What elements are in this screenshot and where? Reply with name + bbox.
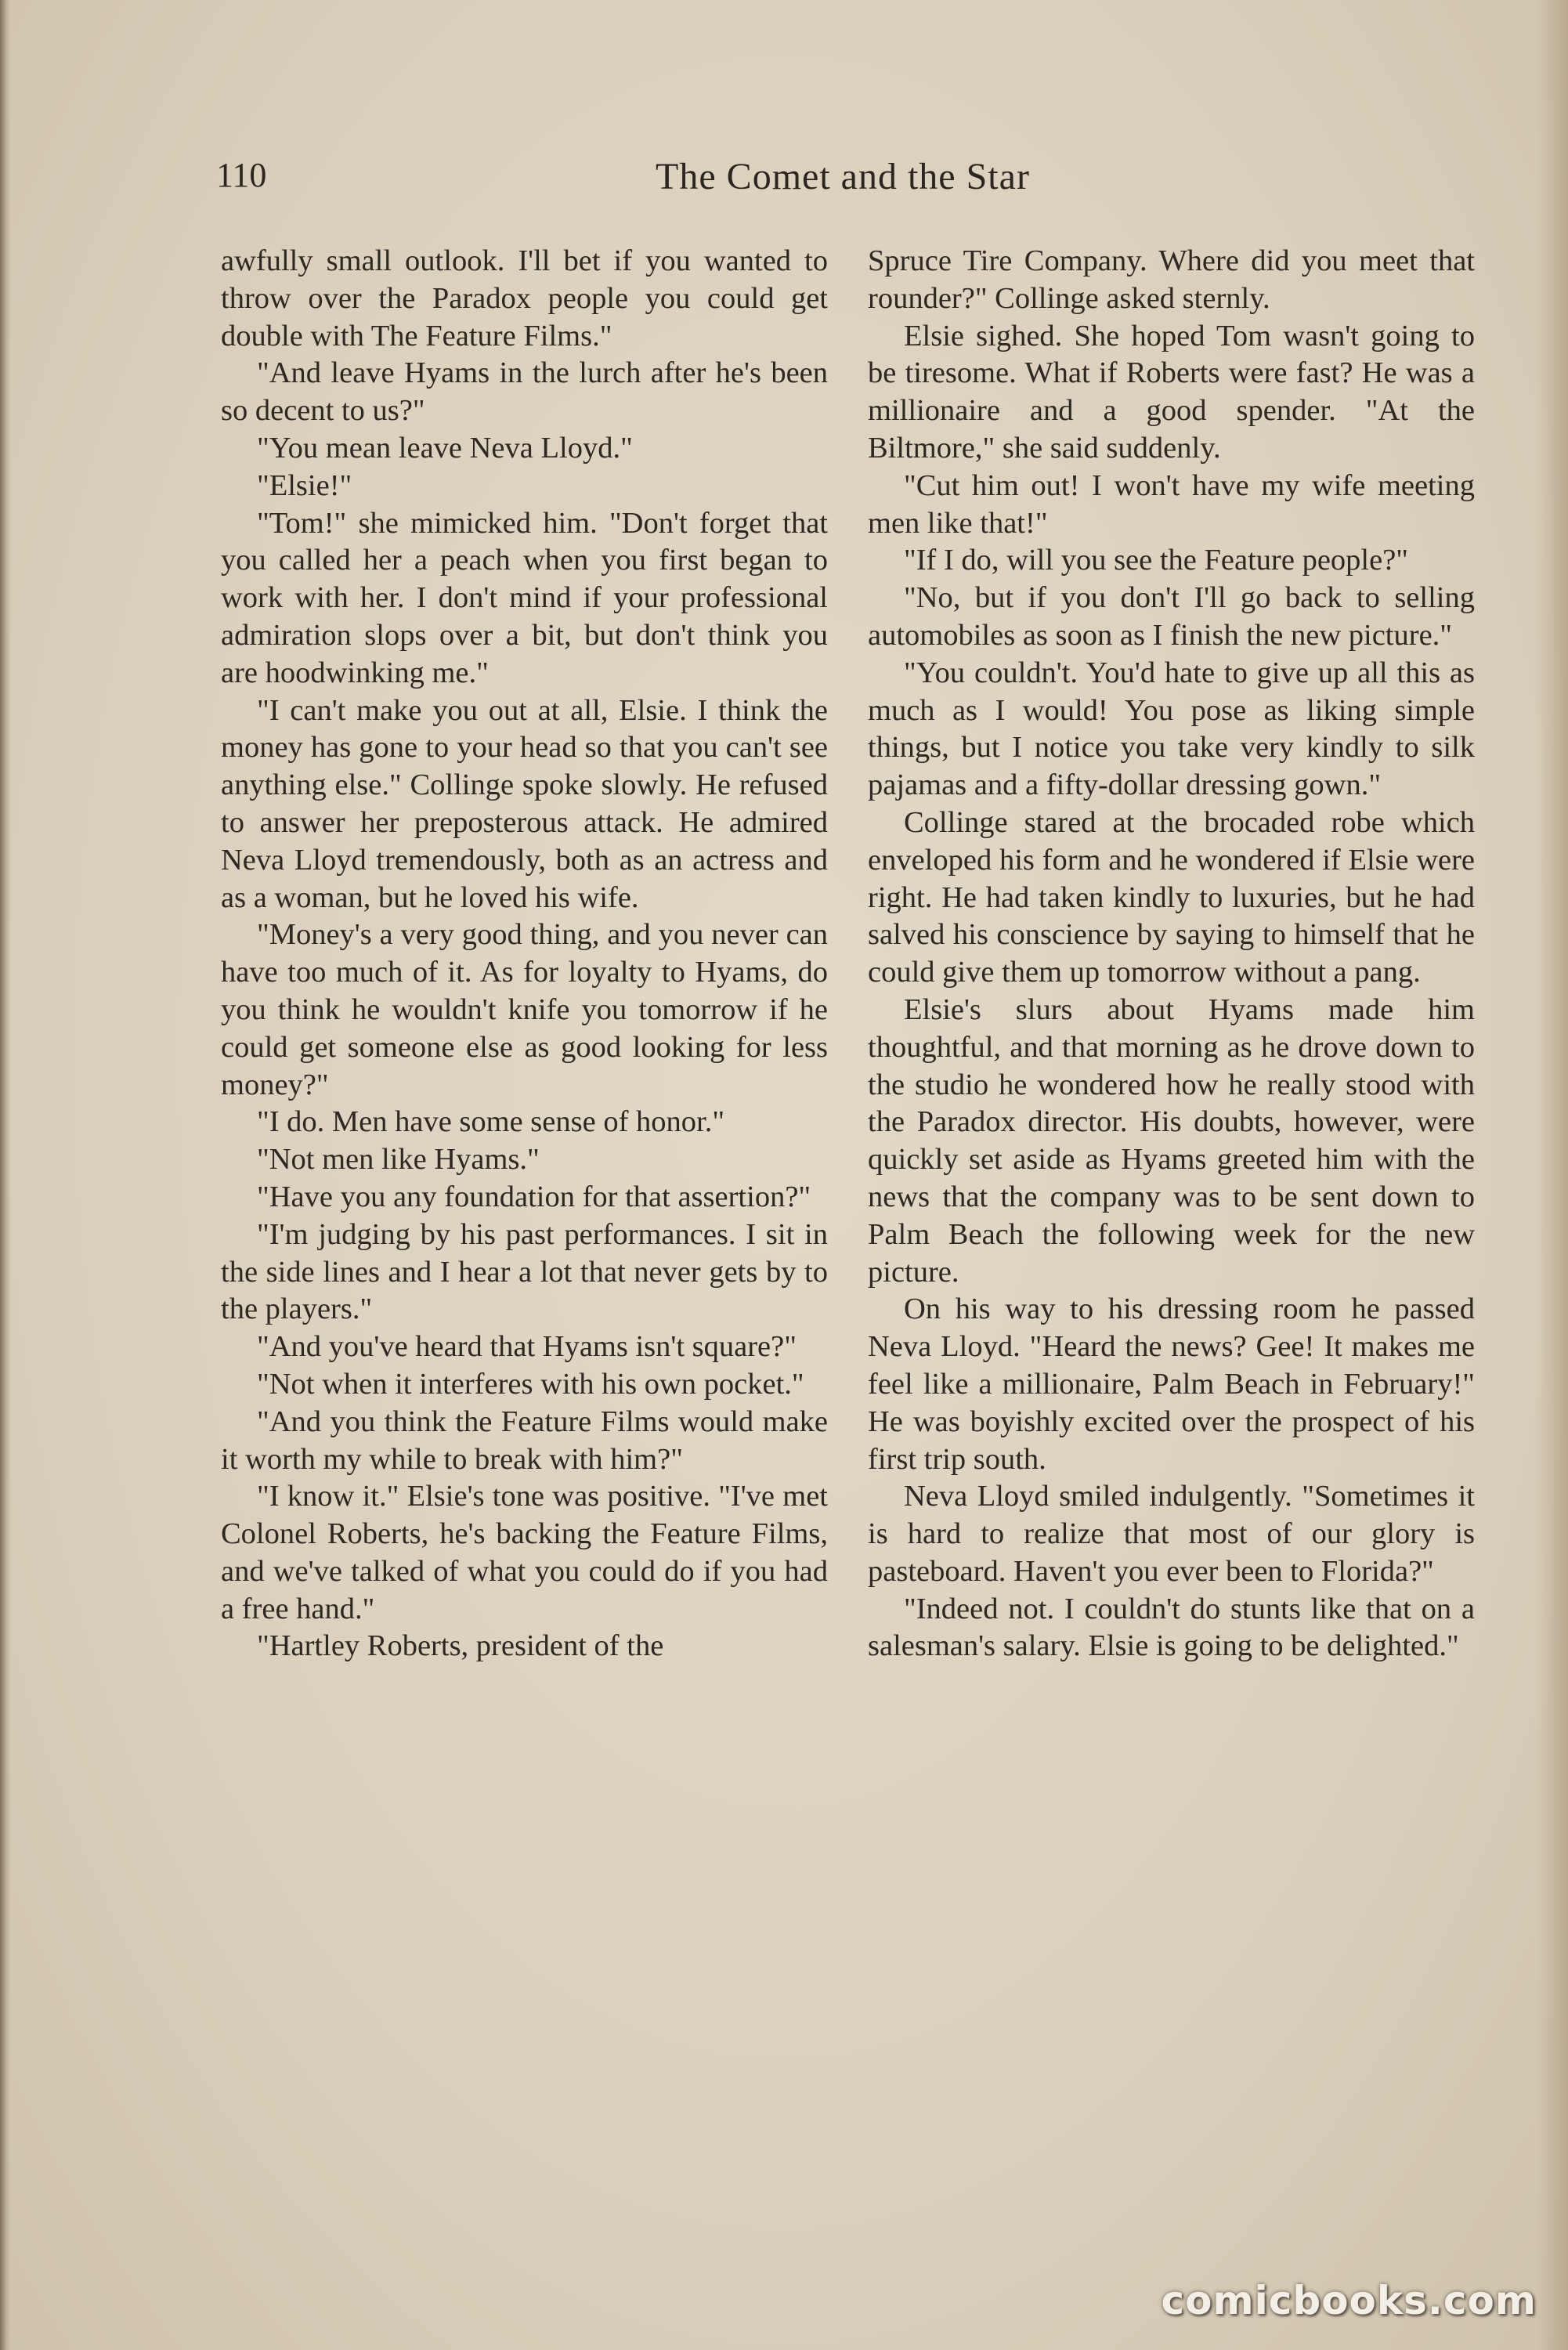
paragraph: awfully small outlook. I'll bet if you wanted to throw over the Paradox people you could get double with The Feature Films." <box>221 244 828 352</box>
paragraph: "And you've heard that Hyams isn't square?" <box>257 1330 797 1364</box>
paragraph: "Indeed not. I couldn't do stunts like that on a salesman's salary. Elsie is going to be delighted." <box>868 1592 1475 1663</box>
left-column <box>221 243 828 1665</box>
paragraph: "You mean leave Neva Lloyd." <box>257 431 633 465</box>
paragraph: "Hartley Roberts, president of the <box>257 1629 664 1663</box>
page-shadow-left <box>0 0 11 2350</box>
paragraph: "Have you any foundation for that assertion?" <box>257 1180 811 1213</box>
paragraph: "If I do, will you see the Feature people?" <box>904 544 1409 577</box>
site-watermark: comicbooks.com <box>1161 2278 1537 2323</box>
page-header <box>216 155 1469 210</box>
paragraph: "Elsie!" <box>257 468 352 502</box>
paragraph: On his way to his dressing room he passed Neva Lloyd. "Heard the news? Gee! It makes me feel like a millionaire, Palm Beach in February!" He was boyishly excited over the prospect of his first trip south. <box>868 1292 1475 1476</box>
paragraph: Elsie's slurs about Hyams made him thoughtful, and that morning as he drove down to the studio he wondered how he really stood with the Paradox director. His doubts, however, were quickly set aside as Hyams greeted him with the news that the company was to be sent down to Palm Beach the following week for the new picture. <box>868 992 1475 1289</box>
paragraph: "Cut him out! I won't have my wife meeting men like that!" <box>868 468 1475 540</box>
right-column <box>868 243 1475 1665</box>
page-number: 110 <box>216 156 267 194</box>
paragraph: "No, but if you don't I'll go back to selling automobiles as soon as I finish the new picture." <box>868 581 1475 652</box>
paragraph: Collinge stared at the brocaded robe which enveloped his form and he wondered if Elsie were right. He had taken kindly to luxuries, but he had salved his conscience by saying to himself that he could give them up tomorrow without a pang. <box>868 805 1475 989</box>
paragraph: Neva Lloyd smiled indulgently. "Sometimes it is hard to realize that most of our glory is pasteboard. Haven't you ever been to Florida?" <box>868 1480 1475 1588</box>
paragraph: "And leave Hyams in the lurch after he's been so decent to us?" <box>221 356 828 428</box>
paragraph: "I know it." Elsie's tone was positive. "I've met Colonel Roberts, he's backing the Feature Films, and we've talked of what you could do if you had a free hand." <box>221 1480 828 1625</box>
paragraph: Elsie sighed. She hoped Tom wasn't going to be tiresome. What if Roberts were fast? He was a millionaire and a good spender. "At the Biltmore," she said suddenly. <box>868 319 1475 465</box>
paragraph: "Tom!" she mimicked him. "Don't forget that you called her a peach when you first began to work with her. I don't mind if your professional admiration slops over a bit, but don't think you are hoodwinking me." <box>221 506 828 689</box>
running-title: The Comet and the Star <box>656 156 1030 197</box>
paragraph: "You couldn't. You'd hate to give up all this as much as I would! You pose as liking simple things, but I notice you take very kindly to silk pajamas and a fifty-dollar dressing gown." <box>868 656 1475 802</box>
paragraph: "I'm judging by his past performances. I sit in the side lines and I hear a lot that never gets by to the players." <box>221 1217 828 1326</box>
paragraph: Spruce Tire Company. Where did you meet that rounder?" Collinge asked sternly. <box>868 244 1475 315</box>
page-shadow-right <box>1537 0 1568 2350</box>
paragraph: "And you think the Feature Films would make it worth my while to break with him?" <box>221 1405 828 1476</box>
paragraph: "I do. Men have some sense of honor." <box>257 1105 725 1139</box>
paragraph: "Not men like Hyams." <box>257 1143 540 1177</box>
paragraph: "Not when it interferes with his own pocket." <box>257 1367 804 1401</box>
paragraph: "I can't make you out at all, Elsie. I think the money has gone to your head so that you can't see anything else." Collinge spoke slowly. He refused to answer her preposterous attack. He admired Neva Lloyd tremendously, both as an actress and as a woman, but he loved his wife. <box>221 693 828 914</box>
paragraph: "Money's a very good thing, and you never can have too much of it. As for loyalty to Hyams, do you think he wouldn't knife you tomorrow if he could get someone else as good looking for less money?" <box>221 918 828 1101</box>
